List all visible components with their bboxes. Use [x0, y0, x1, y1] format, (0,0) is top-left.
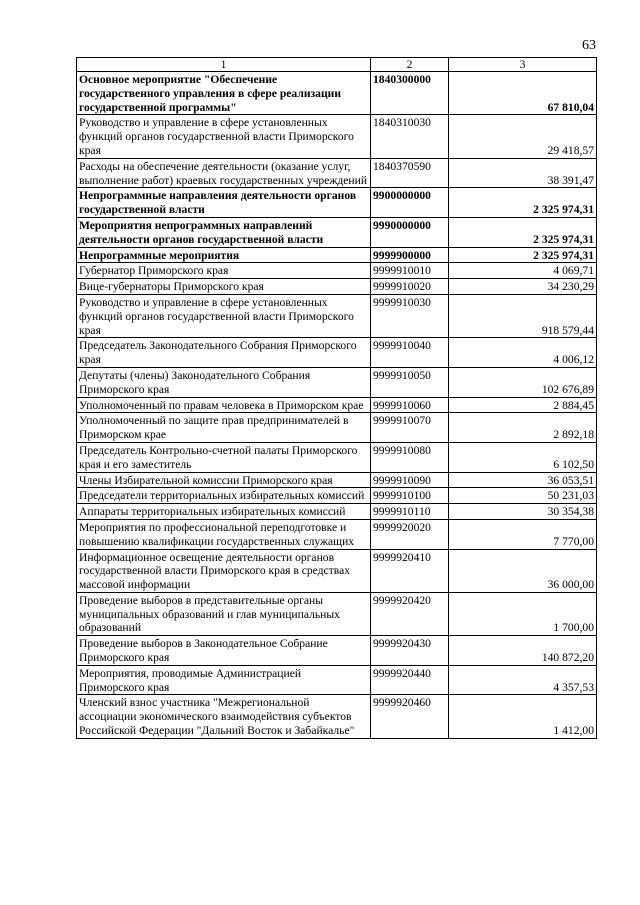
row-amount: 38 391,47 — [449, 158, 597, 188]
row-name: Мероприятия непрограммных направлений деятельности органов государственной власти — [77, 217, 371, 247]
row-code: 9999910110 — [371, 504, 449, 520]
table-row — [77, 217, 597, 247]
row-name: Председатель Законодательного Собрания Приморского края — [77, 338, 371, 368]
row-name: Вице-губернаторы Приморского края — [77, 279, 371, 295]
row-code: 1840300000 — [371, 72, 449, 115]
row-amount: 7 770,00 — [449, 519, 597, 549]
row-code: 9999910060 — [371, 397, 449, 413]
table-row — [77, 72, 597, 115]
row-name: Проведение выборов в представительные органы муниципальных образований и глав муниципальных образований — [77, 592, 371, 635]
table-row — [77, 188, 597, 218]
row-name: Членский взнос участника "Межрегиональной ассоциации экономического взаимодействия субъектов Российской Федерации "Дальний Восток и Забайкалье" — [77, 695, 371, 738]
header-col-2: 2 — [371, 58, 449, 72]
table-row — [77, 263, 597, 279]
budget-table — [76, 57, 597, 739]
row-name: Депутаты (члены) Законодательного Собрания Приморского края — [77, 367, 371, 397]
row-amount: 4 006,12 — [449, 338, 597, 368]
table-row — [77, 413, 597, 443]
table-row — [77, 472, 597, 488]
table-row — [77, 294, 597, 337]
row-amount: 2 325 974,31 — [449, 188, 597, 218]
table-row — [77, 636, 597, 666]
table-row — [77, 279, 597, 295]
row-name: Уполномоченный по правам человека в Приморском крае — [77, 397, 371, 413]
row-name: Председатель Контрольно-счетной палаты Приморского края и его заместитель — [77, 442, 371, 472]
row-amount: 4 069,71 — [449, 263, 597, 279]
row-code: 9999910030 — [371, 294, 449, 337]
row-name: Непрограммные мероприятия — [77, 247, 371, 263]
row-amount: 4 357,53 — [449, 665, 597, 695]
row-amount: 2 325 974,31 — [449, 247, 597, 263]
row-name: Руководство и управление в сфере установленных функций органов государственной власти Приморского края — [77, 115, 371, 158]
table-row — [77, 549, 597, 592]
row-amount: 2 892,18 — [449, 413, 597, 443]
row-amount: 1 700,00 — [449, 592, 597, 635]
row-code: 9999910090 — [371, 472, 449, 488]
row-code: 1840310030 — [371, 115, 449, 158]
row-amount: 67 810,04 — [449, 72, 597, 115]
header-col-1: 1 — [77, 58, 371, 72]
table-row — [77, 695, 597, 738]
row-code: 9999920020 — [371, 519, 449, 549]
row-code: 9999910080 — [371, 442, 449, 472]
row-name: Руководство и управление в сфере установленных функций органов государственной власти Приморского края — [77, 294, 371, 337]
row-amount: 30 354,38 — [449, 504, 597, 520]
row-amount: 29 418,57 — [449, 115, 597, 158]
row-code: 9999910040 — [371, 338, 449, 368]
table-row — [77, 592, 597, 635]
table-row — [77, 115, 597, 158]
row-name: Губернатор Приморского края — [77, 263, 371, 279]
row-amount: 36 053,51 — [449, 472, 597, 488]
row-name: Мероприятия по профессиональной переподготовке и повышению квалификации государственных служащих — [77, 519, 371, 549]
row-name: Информационное освещение деятельности органов государственной власти Приморского края в средствах массовой информации — [77, 549, 371, 592]
table-row — [77, 338, 597, 368]
row-code: 9999910010 — [371, 263, 449, 279]
row-name: Аппараты территориальных избирательных комиссий — [77, 504, 371, 520]
row-code: 9999910020 — [371, 279, 449, 295]
row-amount: 918 579,44 — [449, 294, 597, 337]
row-code: 9990000000 — [371, 217, 449, 247]
row-amount: 34 230,29 — [449, 279, 597, 295]
row-name: Члены Избирательной комиссии Приморского края — [77, 472, 371, 488]
row-amount: 2 884,45 — [449, 397, 597, 413]
table-row — [77, 488, 597, 504]
row-amount: 102 676,89 — [449, 367, 597, 397]
row-code: 9900000000 — [371, 188, 449, 218]
row-code: 9999920460 — [371, 695, 449, 738]
row-name: Уполномоченный по защите прав предпринимателей в Приморском крае — [77, 413, 371, 443]
row-code: 9999920410 — [371, 549, 449, 592]
table-row — [77, 504, 597, 520]
header-col-3: 3 — [449, 58, 597, 72]
row-name: Основное мероприятие "Обеспечение государственного управления в сфере реализации государственной программы" — [77, 72, 371, 115]
row-name: Мероприятия, проводимые Администрацией Приморского края — [77, 665, 371, 695]
row-code: 9999910050 — [371, 367, 449, 397]
row-name: Расходы на обеспечение деятельности (оказание услуг, выполнение работ) краевых государственных учреждений — [77, 158, 371, 188]
table-row — [77, 397, 597, 413]
row-name: Проведение выборов в Законодательное Собрание Приморского края — [77, 636, 371, 666]
row-amount: 1 412,00 — [449, 695, 597, 738]
table-row — [77, 665, 597, 695]
table-row — [77, 519, 597, 549]
row-code: 9999920430 — [371, 636, 449, 666]
row-amount: 50 231,03 — [449, 488, 597, 504]
table-row — [77, 247, 597, 263]
row-amount: 6 102,50 — [449, 442, 597, 472]
row-code: 9999920420 — [371, 592, 449, 635]
row-amount: 140 872,20 — [449, 636, 597, 666]
row-code: 9999910070 — [371, 413, 449, 443]
row-name: Председатели территориальных избирательных комиссий — [77, 488, 371, 504]
row-code: 9999910100 — [371, 488, 449, 504]
table-row — [77, 442, 597, 472]
row-code: 9999920440 — [371, 665, 449, 695]
page-number: 63 — [582, 38, 596, 53]
header-row — [77, 58, 597, 72]
row-code: 9999900000 — [371, 247, 449, 263]
row-name: Непрограммные направления деятельности органов государственной власти — [77, 188, 371, 218]
table-row — [77, 367, 597, 397]
row-amount: 36 000,00 — [449, 549, 597, 592]
table-row — [77, 158, 597, 188]
row-code: 1840370590 — [371, 158, 449, 188]
row-amount: 2 325 974,31 — [449, 217, 597, 247]
